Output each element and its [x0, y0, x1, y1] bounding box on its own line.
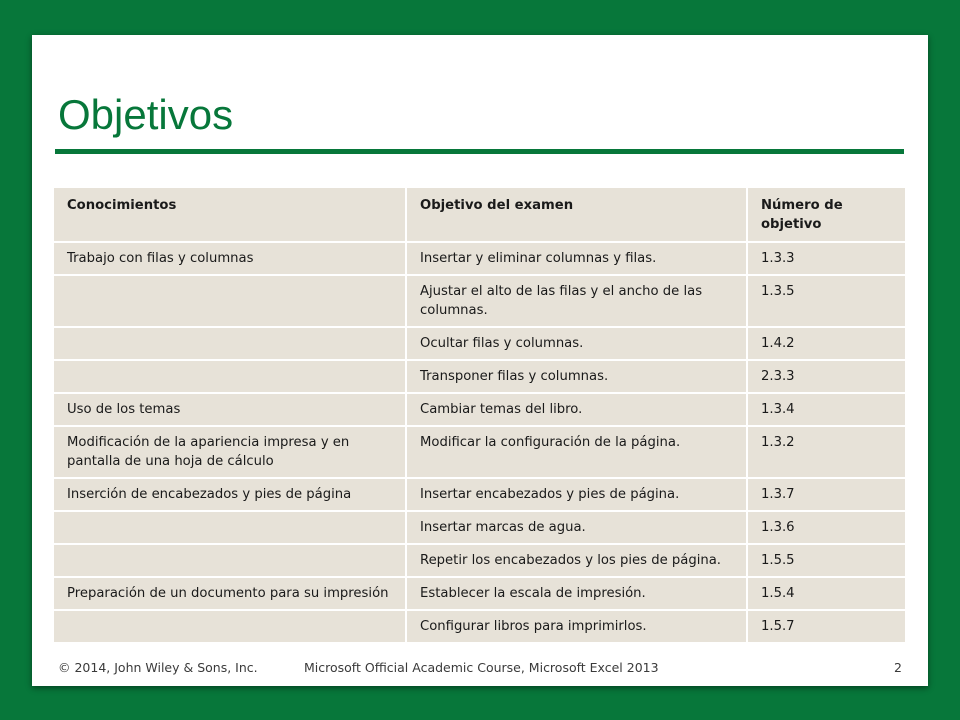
cell-numero: 1.3.7	[747, 478, 905, 511]
cell-numero: 1.5.7	[747, 610, 905, 643]
table-row	[54, 426, 905, 478]
cell-numero: 2.3.3	[747, 360, 905, 393]
cell-objetivo: Insertar y eliminar columnas y filas.	[406, 242, 747, 275]
cell-conocimiento: Uso de los temas	[54, 393, 406, 426]
cell-conocimiento: Modificación de la apariencia impresa y en pantalla de una hoja de cálculo	[54, 426, 406, 478]
table-row	[54, 360, 905, 393]
header-conocimientos: Conocimientos	[54, 188, 406, 242]
table-row	[54, 393, 905, 426]
table-row	[54, 511, 905, 544]
cell-conocimiento	[54, 544, 406, 577]
cell-conocimiento	[54, 275, 406, 327]
cell-numero: 1.3.6	[747, 511, 905, 544]
cell-numero: 1.4.2	[747, 327, 905, 360]
cell-numero: 1.3.2	[747, 426, 905, 478]
footer-course: Microsoft Official Academic Course, Microsoft Excel 2013	[304, 660, 659, 675]
cell-numero: 1.5.5	[747, 544, 905, 577]
footer-page-number: 2	[894, 660, 902, 675]
table-row	[54, 327, 905, 360]
cell-conocimiento	[54, 360, 406, 393]
table-row	[54, 242, 905, 275]
cell-conocimiento: Preparación de un documento para su impresión	[54, 577, 406, 610]
cell-conocimiento: Inserción de encabezados y pies de página	[54, 478, 406, 511]
cell-objetivo: Cambiar temas del libro.	[406, 393, 747, 426]
table-row	[54, 478, 905, 511]
cell-objetivo: Transponer filas y columnas.	[406, 360, 747, 393]
cell-numero: 1.3.5	[747, 275, 905, 327]
cell-objetivo: Configurar libros para imprimirlos.	[406, 610, 747, 643]
table-header-row	[54, 188, 905, 242]
header-objetivo-examen: Objetivo del examen	[406, 188, 747, 242]
cell-objetivo: Ajustar el alto de las filas y el ancho de las columnas.	[406, 275, 747, 327]
header-numero-objetivo: Número de objetivo	[747, 188, 905, 242]
cell-conocimiento: Trabajo con filas y columnas	[54, 242, 406, 275]
table-row	[54, 577, 905, 610]
slide-title: Objetivos	[58, 91, 234, 138]
cell-conocimiento	[54, 511, 406, 544]
cell-numero: 1.3.3	[747, 242, 905, 275]
cell-objetivo: Insertar marcas de agua.	[406, 511, 747, 544]
cell-objetivo: Ocultar filas y columnas.	[406, 327, 747, 360]
title-divider	[55, 149, 904, 154]
cell-objetivo: Repetir los encabezados y los pies de página.	[406, 544, 747, 577]
cell-conocimiento	[54, 327, 406, 360]
cell-objetivo: Insertar encabezados y pies de página.	[406, 478, 747, 511]
table-row	[54, 544, 905, 577]
cell-objetivo: Modificar la configuración de la página.	[406, 426, 747, 478]
cell-objetivo: Establecer la escala de impresión.	[406, 577, 747, 610]
cell-numero: 1.3.4	[747, 393, 905, 426]
objectives-table	[54, 188, 905, 644]
footer-copyright: © 2014, John Wiley & Sons, Inc.	[58, 660, 258, 675]
slide	[32, 35, 928, 686]
cell-numero: 1.5.4	[747, 577, 905, 610]
table-row	[54, 610, 905, 643]
table-row	[54, 275, 905, 327]
cell-conocimiento	[54, 610, 406, 643]
